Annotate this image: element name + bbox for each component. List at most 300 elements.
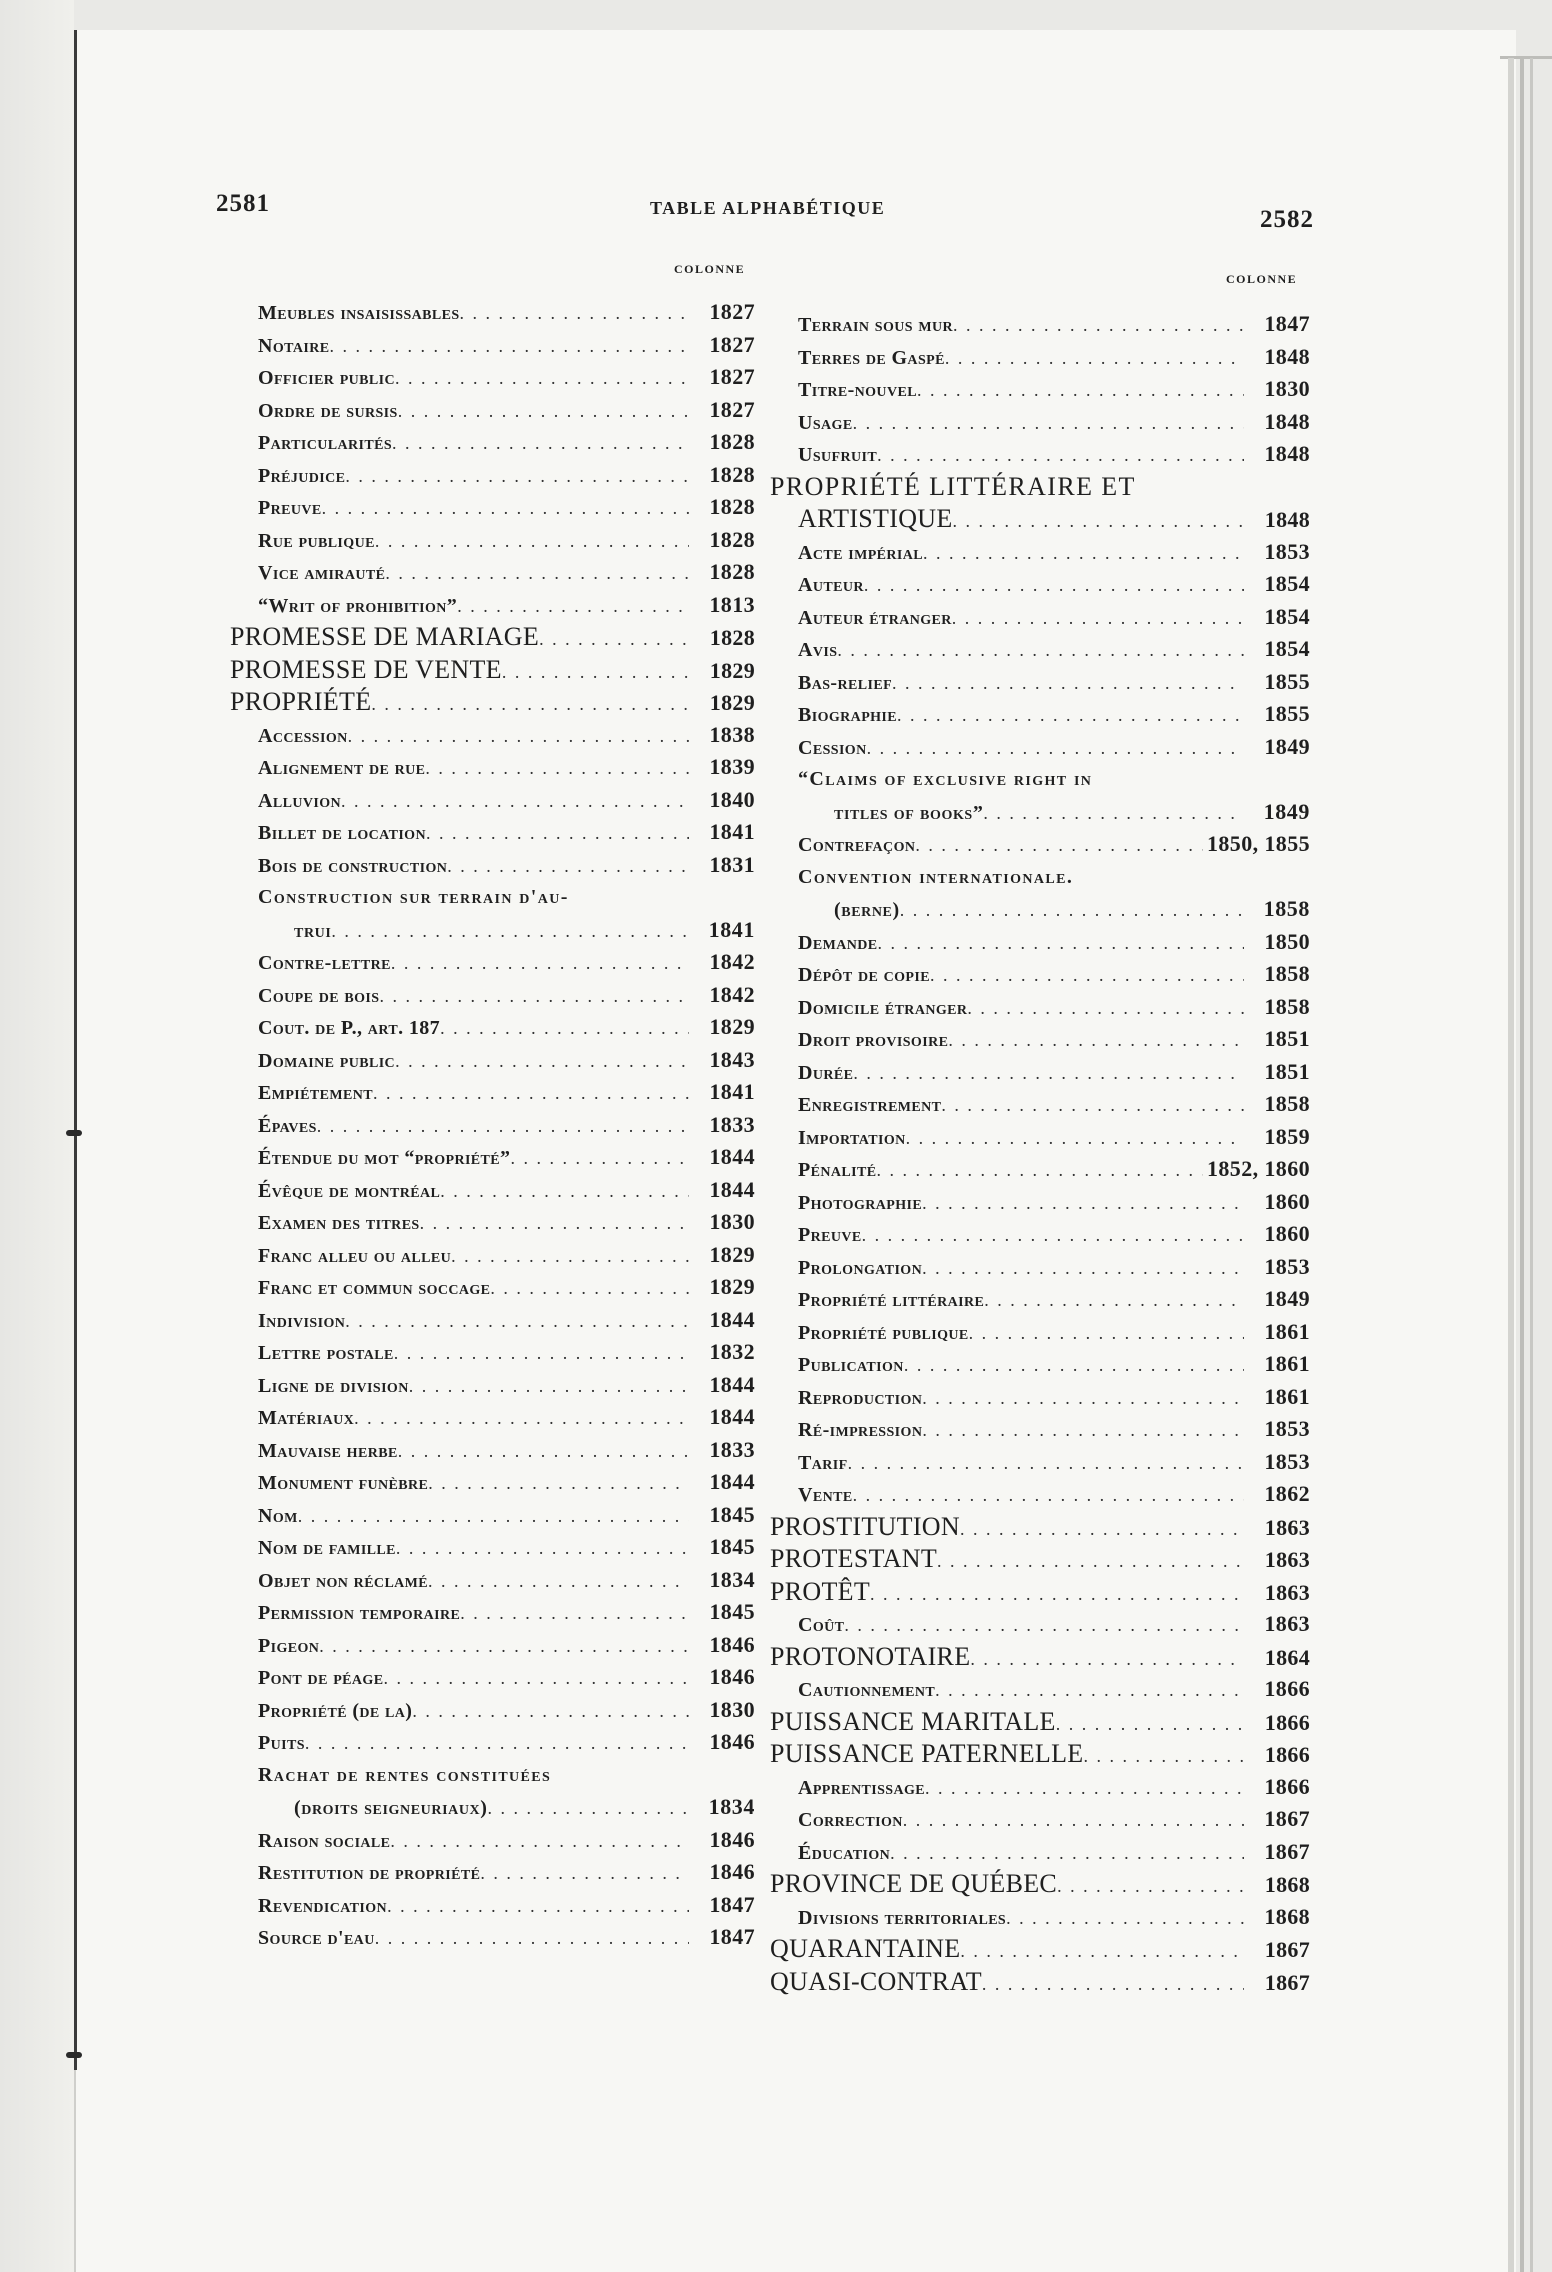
index-entry xyxy=(770,1218,1310,1251)
index-entry-column: 1858 xyxy=(1263,896,1310,921)
page-number-right: 2582 xyxy=(1260,206,1314,233)
index-entry xyxy=(230,1791,755,1824)
index-entry-column: 1846 xyxy=(709,1826,755,1852)
index-entry xyxy=(770,1023,1310,1056)
leader-dots xyxy=(426,817,689,849)
index-entry xyxy=(770,1316,1310,1349)
leader-dots xyxy=(425,752,689,784)
index-entry-column: 1860 xyxy=(1264,1188,1310,1214)
index-entry-label: trui xyxy=(294,919,332,942)
index-entry-column: 1830 xyxy=(709,1696,755,1722)
index-entry xyxy=(230,459,755,492)
leader-dots xyxy=(322,492,689,524)
index-entry-label: Auteur étranger xyxy=(798,606,952,629)
index-entry-column: 1842 xyxy=(709,981,755,1007)
index-entry xyxy=(770,763,1310,796)
index-entry-column: 1855 xyxy=(1264,701,1310,726)
index-entry-column: 1833 xyxy=(709,1111,755,1137)
binding-stitch-mark xyxy=(66,1130,82,1136)
index-entry xyxy=(770,406,1310,439)
index-entry xyxy=(770,1868,1310,1901)
index-entry xyxy=(770,991,1310,1024)
index-entry-column: 1868 xyxy=(1264,1872,1310,1897)
leader-dots xyxy=(539,623,689,654)
index-entry-label: Examen des titres xyxy=(258,1212,420,1234)
index-entry-column: 1866 xyxy=(1264,1742,1310,1767)
leader-dots xyxy=(331,915,689,947)
index-entry-label: Nom de famille xyxy=(258,1537,396,1559)
index-entry-label: Avis xyxy=(798,639,838,661)
index-entry-label: Rachat de rentes constituées xyxy=(258,1763,552,1786)
index-entry xyxy=(770,926,1310,959)
index-entry xyxy=(230,1011,755,1044)
index-entry-column: 1827 xyxy=(709,331,755,357)
index-entry xyxy=(230,881,755,914)
index-entry-label: Cession xyxy=(798,736,867,759)
index-entry-column: 1846 xyxy=(709,1859,755,1884)
leader-dots xyxy=(960,1513,1244,1544)
index-column-left xyxy=(230,296,755,1954)
index-entry xyxy=(770,1803,1310,1836)
leader-dots xyxy=(983,797,1244,829)
leader-dots xyxy=(906,1122,1244,1154)
index-entry-column: 1829 xyxy=(709,1274,755,1299)
index-entry-column: 1830 xyxy=(1264,376,1310,401)
index-entry-column: 1840 xyxy=(709,786,755,812)
index-entry-column: 1829 xyxy=(709,657,755,683)
index-entry-label: Preuve xyxy=(258,497,322,519)
index-entry xyxy=(770,1186,1310,1219)
leader-dots xyxy=(345,460,689,492)
index-entry xyxy=(770,633,1310,666)
index-entry-label: Éducation xyxy=(798,1841,891,1864)
index-entry-column: 1855 xyxy=(1264,668,1310,694)
index-entry-label: Empiétement xyxy=(258,1082,373,1104)
leader-dots xyxy=(862,1219,1244,1251)
leader-dots xyxy=(941,1089,1244,1121)
leader-dots xyxy=(984,1284,1244,1316)
index-entry-label: Prolongation xyxy=(798,1256,923,1279)
index-entry-label: Puits xyxy=(258,1732,305,1754)
index-entry xyxy=(230,1141,755,1174)
leader-dots xyxy=(948,1024,1244,1056)
index-entry-column: 1858 xyxy=(1264,961,1310,986)
index-entry-label: (berne) xyxy=(834,899,900,921)
leader-dots xyxy=(897,699,1244,731)
index-entry-label: Dépôt de copie xyxy=(798,964,930,986)
leader-dots xyxy=(385,557,689,589)
index-entry xyxy=(230,1824,755,1857)
index-entry-label: Préjudice xyxy=(258,464,346,487)
index-entry-column: 1843 xyxy=(709,1046,755,1072)
index-entry-column: 1854 xyxy=(1264,603,1310,629)
leader-dots xyxy=(870,1578,1244,1609)
leader-dots xyxy=(394,1337,689,1369)
leader-dots xyxy=(844,1609,1244,1641)
index-entry xyxy=(770,666,1310,699)
index-entry xyxy=(230,1759,755,1792)
index-entry xyxy=(230,1694,755,1727)
index-entry-label: PROMESSE DE VENTE xyxy=(230,654,502,684)
index-entry-label: Rue publique xyxy=(258,529,375,552)
index-entry-column: 1863 xyxy=(1264,1579,1310,1605)
index-entry xyxy=(770,601,1310,634)
index-entry xyxy=(770,893,1310,926)
index-entry xyxy=(230,361,755,394)
index-entry xyxy=(230,1044,755,1077)
leader-dots xyxy=(915,829,1203,861)
index-entry-label: Pont de péage xyxy=(258,1667,384,1689)
index-entry-column: 1828 xyxy=(709,429,755,454)
leader-dots xyxy=(877,439,1244,471)
book-binding xyxy=(0,0,74,2272)
index-entry-label: Divisions territoriales xyxy=(798,1906,1007,1929)
index-entry xyxy=(770,698,1310,731)
index-entry-label: Terrain sous mur xyxy=(798,314,953,336)
index-entry xyxy=(770,731,1310,764)
index-entry-label: Domaine public xyxy=(258,1049,396,1072)
index-entry-column: 1867 xyxy=(1264,1806,1310,1831)
index-entry-column: 1845 xyxy=(709,1534,755,1559)
index-entry xyxy=(770,958,1310,991)
leader-dots xyxy=(420,1207,689,1239)
leader-dots xyxy=(867,732,1244,764)
index-entry-column: 1861 xyxy=(1264,1383,1310,1409)
index-entry xyxy=(770,1381,1310,1414)
index-entry-column: 1827 xyxy=(709,364,755,389)
index-entry-label: Billet de location xyxy=(258,822,426,844)
index-entry xyxy=(230,1531,755,1564)
index-entry-column: 1844 xyxy=(709,1306,755,1332)
index-entry-label: Pigeon xyxy=(258,1634,320,1657)
index-entry-column: 1868 xyxy=(1264,1903,1310,1929)
leader-dots xyxy=(480,1857,689,1889)
leader-dots xyxy=(922,1252,1244,1284)
leader-dots xyxy=(341,785,689,817)
index-entry-label: Droit provisoire xyxy=(798,1029,949,1051)
index-entry-column: 1863 xyxy=(1264,1611,1310,1636)
leader-dots xyxy=(457,590,689,622)
index-entry-column: 1852, 1860 xyxy=(1207,1156,1310,1181)
leader-dots xyxy=(904,1349,1244,1381)
leader-dots xyxy=(428,1467,689,1499)
index-entry-column: 1844 xyxy=(709,1469,755,1494)
index-entry-column: 1848 xyxy=(1264,441,1310,466)
index-entry xyxy=(230,1466,755,1499)
index-entry-column: 1858 xyxy=(1264,993,1310,1019)
index-entry xyxy=(230,784,755,817)
index-entry-column: 1847 xyxy=(709,1891,755,1917)
leader-dots xyxy=(396,1532,689,1564)
index-entry-column: 1829 xyxy=(709,1014,755,1039)
index-entry-label: PROPRIÉTÉ LITTÉRAIRE ET xyxy=(770,471,1136,501)
index-entry-column: 1864 xyxy=(1264,1644,1310,1670)
index-entry xyxy=(770,1413,1310,1446)
index-entry-label: Usufruit xyxy=(798,444,878,466)
index-entry-column: 1839 xyxy=(709,754,755,779)
index-entry xyxy=(770,1608,1310,1641)
leader-dots xyxy=(502,656,689,687)
index-entry xyxy=(770,1966,1310,1999)
index-entry xyxy=(770,1933,1310,1966)
index-entry xyxy=(770,796,1310,829)
leader-dots xyxy=(970,1643,1244,1674)
leader-dots xyxy=(917,374,1244,406)
index-entry xyxy=(770,1543,1310,1576)
index-entry-column: 1854 xyxy=(1264,636,1310,661)
index-entry-column: 1813 xyxy=(709,591,755,617)
index-entry-label: Photographie xyxy=(798,1191,923,1214)
index-entry xyxy=(230,751,755,784)
index-entry-label: PROPRIÉTÉ xyxy=(230,687,372,716)
leader-dots xyxy=(460,297,689,329)
index-entry xyxy=(230,1109,755,1142)
index-entry xyxy=(230,946,755,979)
index-entry xyxy=(230,1076,755,1109)
leader-dots xyxy=(1006,1902,1244,1934)
index-entry xyxy=(230,1726,755,1759)
index-entry xyxy=(770,1056,1310,1089)
leader-dots xyxy=(1056,1708,1244,1739)
index-entry-column: 1850, 1855 xyxy=(1207,831,1310,856)
index-entry-column: 1846 xyxy=(709,1729,755,1754)
index-entry-label: Monument funèbre xyxy=(258,1472,429,1494)
index-entry-label: Meubles insaisissables xyxy=(258,302,460,324)
index-entry-label: Bois de construction xyxy=(258,854,448,877)
leader-dots xyxy=(923,537,1244,569)
leader-dots xyxy=(440,1175,689,1207)
book-page-edge xyxy=(1520,58,1524,2272)
index-entry xyxy=(230,1564,755,1597)
index-entry-column: 1827 xyxy=(709,396,755,422)
index-entry-label: (droits seigneuriaux) xyxy=(294,1797,488,1819)
index-entry xyxy=(230,979,755,1012)
leader-dots xyxy=(379,980,689,1012)
index-entry xyxy=(230,914,755,947)
index-entry-label: Publication xyxy=(798,1354,904,1376)
index-entry-column: 1853 xyxy=(1264,538,1310,564)
index-entry-label: Particularités xyxy=(258,432,393,454)
index-entry-column: 1854 xyxy=(1264,571,1310,596)
index-entry-column: 1850 xyxy=(1264,928,1310,954)
index-entry-column: 1853 xyxy=(1264,1253,1310,1279)
index-entry xyxy=(230,296,755,329)
leader-dots xyxy=(375,525,689,557)
leader-dots xyxy=(412,1695,689,1727)
index-entry-column: 1863 xyxy=(1264,1514,1310,1540)
index-entry-label: Indivision xyxy=(258,1309,346,1332)
index-entry-column: 1846 xyxy=(709,1664,755,1689)
index-entry xyxy=(770,308,1310,341)
leader-dots xyxy=(945,342,1244,374)
leader-dots xyxy=(447,850,689,882)
index-entry-column: 1827 xyxy=(709,299,755,324)
page-number-left: 2581 xyxy=(216,190,270,217)
index-entry-column: 1844 xyxy=(709,1176,755,1202)
leader-dots xyxy=(348,720,689,752)
index-entry-column: 1829 xyxy=(709,690,755,715)
index-entry-label: PROVINCE DE QUÉBEC xyxy=(770,1869,1058,1898)
index-entry-label: Pénalité xyxy=(798,1159,877,1181)
leader-dots xyxy=(390,1825,689,1857)
index-entry-column: 1859 xyxy=(1264,1123,1310,1149)
binding-edge-line xyxy=(74,30,77,2070)
index-entry-column: 1867 xyxy=(1264,1969,1310,1995)
leader-dots xyxy=(392,427,689,459)
index-entry-label: Cautionnement xyxy=(798,1679,936,1701)
index-entry-label: Durée xyxy=(798,1061,854,1084)
leader-dots xyxy=(354,1402,689,1434)
index-entry xyxy=(230,491,755,524)
index-entry-column: 1867 xyxy=(1264,1838,1310,1864)
index-entry-column: 1829 xyxy=(709,1241,755,1267)
leader-dots xyxy=(383,1662,689,1694)
index-entry xyxy=(770,1446,1310,1479)
index-entry xyxy=(770,1348,1310,1381)
index-entry-column: 1848 xyxy=(1264,507,1310,532)
index-entry xyxy=(770,1738,1310,1771)
index-entry xyxy=(230,621,755,654)
index-entry-label: Vente xyxy=(798,1484,853,1506)
index-entry xyxy=(230,1499,755,1532)
index-entry-label: Coupe de bois xyxy=(258,984,380,1007)
leader-dots xyxy=(1083,1740,1244,1771)
index-entry-label: Matériaux xyxy=(258,1407,355,1429)
index-entry-label: Terres de Gaspé xyxy=(798,346,945,369)
index-entry xyxy=(230,1206,755,1239)
index-entry xyxy=(770,1283,1310,1316)
leader-dots xyxy=(922,1382,1244,1414)
index-entry-column: 1847 xyxy=(709,1924,755,1949)
index-entry-label: Notaire xyxy=(258,334,330,357)
index-entry-label: Preuve xyxy=(798,1224,862,1246)
index-entry-label: Contrefaçon xyxy=(798,834,916,856)
leader-dots xyxy=(877,927,1244,959)
index-entry-label: Source d'eau xyxy=(258,1927,375,1949)
index-entry xyxy=(770,828,1310,861)
index-entry-label: Construction sur terrain d'au- xyxy=(258,886,569,908)
leader-dots xyxy=(345,1305,689,1337)
index-entry xyxy=(230,1629,755,1662)
index-entry-column: 1863 xyxy=(1264,1547,1310,1572)
index-entry-label: Ligne de division xyxy=(258,1374,409,1397)
index-entry-column: 1838 xyxy=(709,721,755,747)
index-entry-label: titles of books” xyxy=(834,801,984,824)
index-entry xyxy=(230,1856,755,1889)
leader-dots xyxy=(876,1154,1203,1186)
index-entry-column: 1841 xyxy=(709,819,755,844)
index-entry xyxy=(230,654,755,687)
index-entry-label: Restitution de propriété xyxy=(258,1862,481,1884)
index-entry xyxy=(770,1088,1310,1121)
index-entry-column: 1846 xyxy=(709,1631,755,1657)
index-entry-label: PROSTITUTION xyxy=(770,1511,960,1541)
book-page-edge xyxy=(1508,58,1514,2272)
column-heading-right: COLONNE xyxy=(1226,272,1298,286)
index-entry-column: 1828 xyxy=(709,526,755,552)
leader-dots xyxy=(409,1370,689,1402)
index-entry-column: 1858 xyxy=(1264,1091,1310,1116)
index-entry xyxy=(230,524,755,557)
index-entry xyxy=(230,816,755,849)
leader-dots xyxy=(387,1890,689,1922)
index-entry xyxy=(770,1153,1310,1186)
index-entry-label: Convention internationale. xyxy=(798,865,1074,888)
index-entry-label: Évêque de montréal xyxy=(258,1179,441,1202)
index-entry-label: Auteur xyxy=(798,574,864,596)
index-entry xyxy=(230,1661,755,1694)
index-entry xyxy=(770,1511,1310,1544)
index-entry xyxy=(770,1251,1310,1284)
index-entry-label: PUISSANCE MARITALE xyxy=(770,1706,1056,1736)
leader-dots xyxy=(853,407,1244,439)
index-entry xyxy=(770,1836,1310,1869)
index-entry-label: Contre-lettre xyxy=(258,952,391,974)
leader-dots xyxy=(375,1922,689,1954)
index-entry-column: 1848 xyxy=(1264,408,1310,434)
index-entry-column: 1833 xyxy=(709,1436,755,1462)
leader-dots xyxy=(969,1317,1244,1349)
leader-dots xyxy=(900,894,1244,926)
leader-dots xyxy=(319,1630,689,1662)
index-entry-column: 1842 xyxy=(709,949,755,974)
leader-dots xyxy=(837,634,1244,666)
leader-dots xyxy=(922,1187,1244,1219)
index-entry-column: 1853 xyxy=(1264,1416,1310,1441)
index-entry xyxy=(230,1271,755,1304)
index-entry-column: 1860 xyxy=(1264,1221,1310,1246)
index-entry-label: Accession xyxy=(258,724,348,747)
index-entry-label: “Writ of prohibition” xyxy=(258,594,458,617)
index-entry-column: 1849 xyxy=(1264,1286,1310,1311)
index-entry-label: Nom xyxy=(258,1504,298,1527)
leader-dots xyxy=(935,1674,1244,1706)
index-entry xyxy=(770,1121,1310,1154)
index-entry xyxy=(230,1239,755,1272)
index-entry xyxy=(230,1304,755,1337)
index-entry-column: 1861 xyxy=(1264,1318,1310,1344)
index-entry xyxy=(230,1889,755,1922)
index-entry-label: Franc et commun soccage xyxy=(258,1277,491,1299)
index-entry xyxy=(230,1401,755,1434)
leader-dots xyxy=(853,1479,1244,1511)
index-entry-column: 1828 xyxy=(709,559,755,584)
index-entry-label: Raison sociale xyxy=(258,1829,391,1852)
index-entry-column: 1844 xyxy=(709,1404,755,1429)
index-entry-label: PROTÊT xyxy=(770,1576,871,1606)
index-entry xyxy=(230,589,755,622)
index-entry-column: 1862 xyxy=(1264,1481,1310,1506)
leader-dots xyxy=(371,688,689,719)
leader-dots xyxy=(298,1500,689,1532)
index-entry-column: 1828 xyxy=(709,494,755,519)
index-entry xyxy=(230,1336,755,1369)
index-entry-label: PROTESTANT xyxy=(770,1544,938,1573)
index-entry-label: Coût xyxy=(798,1614,845,1636)
index-entry xyxy=(230,329,755,362)
leader-dots xyxy=(373,1077,689,1109)
index-entry xyxy=(770,373,1310,406)
index-entry-label: Propriété (de la) xyxy=(258,1699,413,1722)
index-entry-column: 1849 xyxy=(1263,798,1310,824)
index-entry-label: Ordre de sursis xyxy=(258,399,398,422)
index-entry-label: Objet non réclamé xyxy=(258,1569,429,1592)
index-entry xyxy=(230,1174,755,1207)
index-entry-column: 1831 xyxy=(709,851,755,877)
binding-stitch-mark xyxy=(66,2052,82,2058)
index-entry-label: PROMESSE DE MARIAGE xyxy=(230,622,540,651)
index-entry-label: Ré-impression xyxy=(798,1419,923,1441)
